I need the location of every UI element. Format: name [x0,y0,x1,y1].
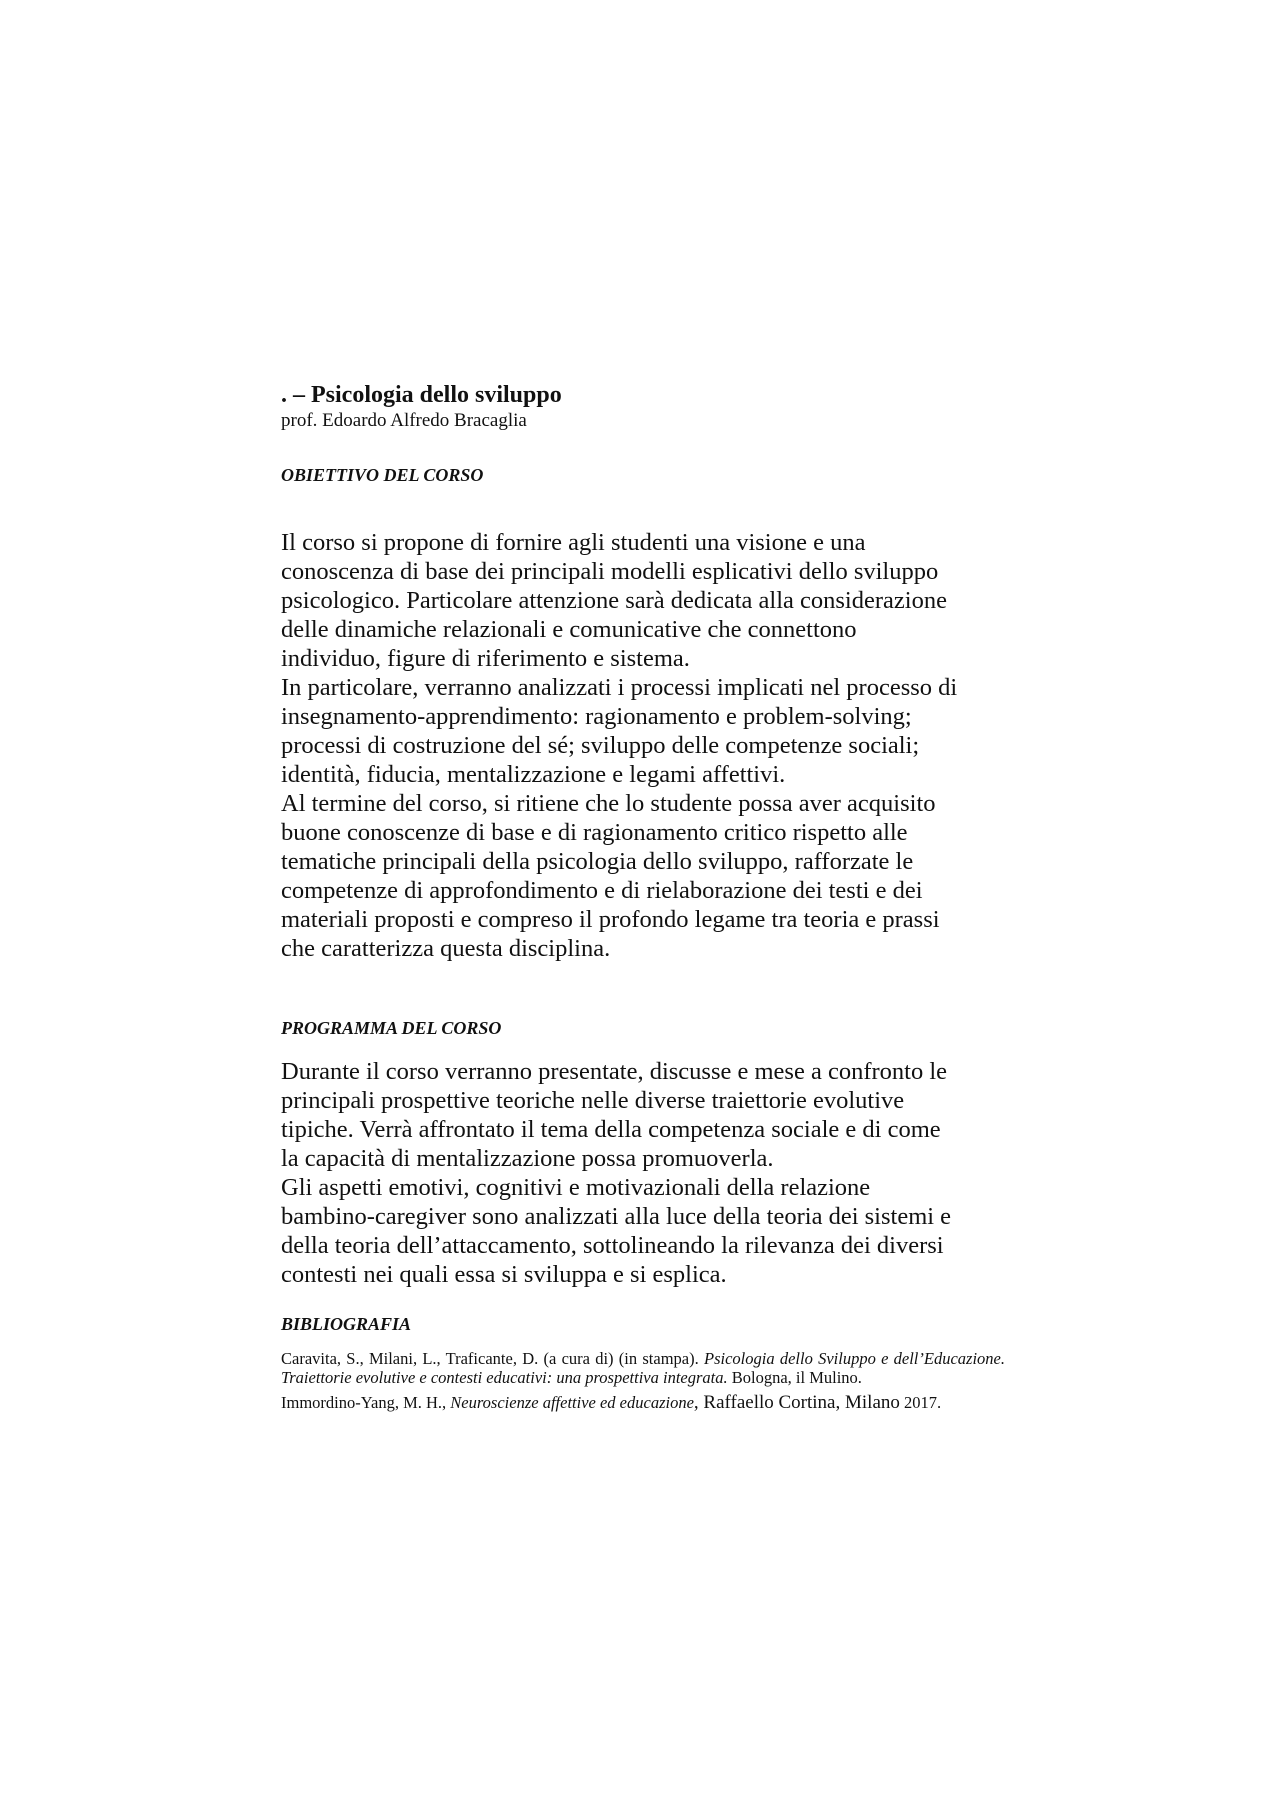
objective-line: insegnamento-apprendimento: ragionamento e problem-solving; [281,703,912,730]
objective-line: competenze di approfondimento e di rielaborazione dei testi e dei [281,877,923,904]
objective-line: psicologico. Particolare attenzione sarà dedicata alla considerazione [281,587,947,614]
program-line: contesti nei quali essa si sviluppa e si esplica. [281,1261,727,1288]
objective-line: delle dinamiche relazionali e comunicative che connettono [281,616,857,643]
bib-authors: Caravita, S., Milani, L., Traficante, D. (a cura di) (in stampa). [281,1349,704,1368]
objective-line: individuo, figure di riferimento e sistema. [281,645,690,672]
bib-title: Neuroscienze affettive ed educazione [450,1393,694,1412]
program-line: Durante il corso verranno presentate, discusse e mese a confronto le [281,1058,948,1085]
professor-name: prof. Edoardo Alfredo Bracaglia [281,410,527,431]
bib-title: Psicologia dello Sviluppo e dell’Educazione. Traiettorie evolutive e contesti educativi: una prospettiva integrata. [281,1349,1005,1387]
bibliography-entry [281,1393,1005,1412]
program-line: tipiche. Verrà affrontato il tema della competenza sociale e di come [281,1116,941,1143]
objective-text [281,528,1005,963]
objective-line: Il corso si propone di fornire agli studenti una visione e una [281,529,866,556]
document-page [281,380,1005,1412]
bibliography-entry [281,1349,1005,1387]
program-heading: PROGRAMMA DEL CORSO [281,1018,502,1038]
bib-year: 2017. [899,1393,942,1412]
objective-line: buone conoscenze di base e di ragionamento critico rispetto alle [281,819,908,846]
objective-line: tematiche principali della psicologia dello sviluppo, rafforzate le [281,848,914,875]
course-title: . – Psicologia dello sviluppo [281,382,562,408]
objective-line: processi di costruzione del sé; sviluppo delle competenze sociali; [281,732,920,759]
program-text [281,1057,1005,1289]
program-line: principali prospettive teoriche nelle diverse traiettorie evolutive [281,1087,905,1114]
objective-line: In particolare, verranno analizzati i processi implicati nel processo di [281,674,958,701]
objective-heading: OBIETTIVO DEL CORSO [281,465,484,485]
bib-publisher: Bologna, il Mulino. [727,1368,862,1387]
objective-line: che caratterizza questa disciplina. [281,935,611,962]
objective-line: identità, fiducia, mentalizzazione e legami affettivi. [281,761,786,788]
objective-line: conoscenza di base dei principali modelli esplicativi dello sviluppo [281,558,939,585]
program-line: la capacità di mentalizzazione possa promuoverla. [281,1145,774,1172]
objective-line: Al termine del corso, si ritiene che lo studente possa aver acquisito [281,790,936,817]
bib-authors: Immordino-Yang, M. H., [281,1393,451,1412]
bibliography-heading: BIBLIOGRAFIA [281,1314,412,1334]
bib-publisher: , Raffaello Cortina, Milano [693,1392,900,1413]
program-line: Gli aspetti emotivi, cognitivi e motivazionali della relazione [281,1174,871,1201]
program-line: della teoria dell’attaccamento, sottolineando la rilevanza dei diversi [281,1232,944,1259]
program-line: bambino-caregiver sono analizzati alla luce della teoria dei sistemi e [281,1203,952,1230]
objective-line: materiali proposti e compreso il profondo legame tra teoria e prassi [281,906,940,933]
